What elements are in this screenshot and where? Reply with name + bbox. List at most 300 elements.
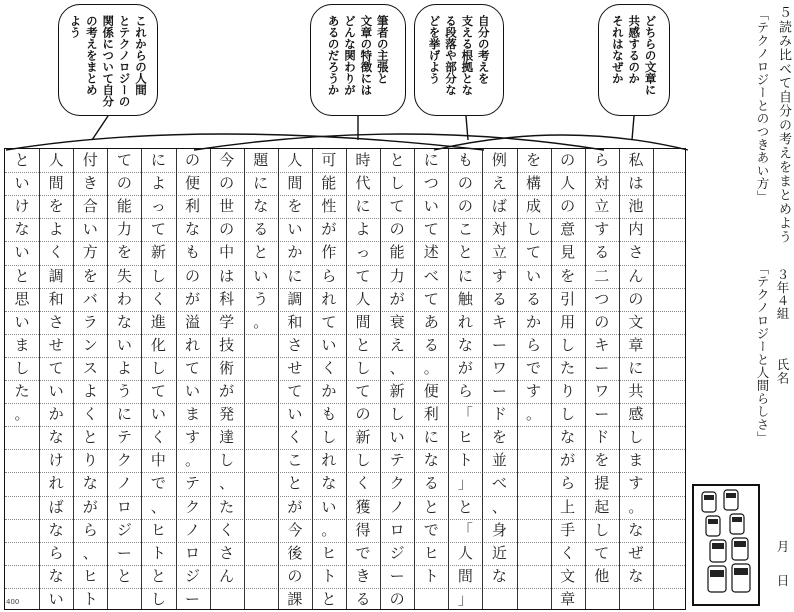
essay-char: て [594,543,610,562]
prompt-line: どんな関わりが [343,15,357,96]
prompt-line: とテクノロジーの [117,15,132,107]
essay-char: を [526,151,542,169]
essay-char: な [560,428,576,447]
essay-char: テ [185,474,201,493]
essay-char: 並 [491,451,507,470]
essay-char: 間 [457,566,473,585]
essay-char: 。 [628,497,644,516]
essay-char: し [526,220,542,239]
essay-char: 感 [628,405,644,424]
essay-char: 「 [457,520,473,539]
essay-char: る [526,289,542,308]
essay-char: い [185,382,201,400]
essay-char: 新 [150,243,166,262]
essay-char: 用 [560,312,576,331]
essay-char: い [287,405,303,424]
essay-char: 調 [287,289,303,308]
essay-char: れ [457,312,473,331]
essay-char: 人 [560,174,576,193]
grid-column-line [653,149,654,609]
essay-char: よ [116,358,132,377]
balloon-pointers [0,110,700,150]
essay-char: 意 [560,220,576,239]
essay-char: 文 [560,566,576,585]
essay-char: 引 [560,289,576,308]
essay-char: な [82,474,98,493]
essay-char: い [14,312,30,331]
essay-char: 力 [389,266,405,285]
essay-char: 合 [82,197,98,216]
essay-char: り [82,451,98,470]
traffic-jam-illustration [692,484,760,606]
essay-char: の [628,289,644,308]
essay-theme-2: 「テクノロジーと人間らしさ」 [755,262,770,444]
essay-char: ラ [82,312,98,331]
essay-char: さ [287,335,303,354]
grid-column-line [141,149,142,609]
essay-char: 利 [185,197,201,216]
essay-char: を [82,266,98,285]
essay-char: し [219,451,235,470]
name-label: 氏名 [775,358,790,385]
essay-char: と [253,243,269,262]
essay-char: 章 [628,335,644,354]
essay-char: し [389,174,405,193]
essay-char: 作 [321,243,337,262]
essay-char: ワ [491,358,507,377]
essay-char: い [116,335,132,354]
essay-char: て [116,151,132,169]
grid-column-line [210,149,211,609]
essay-char: と [457,243,473,262]
essay-char: く [82,405,98,424]
essay-char: バ [82,289,98,308]
essay-char: の [594,312,610,331]
essay-char: な [253,197,269,216]
essay-char: き [355,566,371,585]
essay-char: し [355,358,371,377]
essay-char: ロ [389,520,405,539]
essay-char: 力 [116,220,132,239]
essay-char: と [287,474,303,493]
essay-char: っ [355,243,371,262]
essay-char: 。 [14,405,30,424]
essay-char: の [116,174,132,193]
essay-char: 衰 [389,312,405,331]
essay-char: ま [185,405,201,424]
essay-char: も [457,151,473,169]
essay-char: 」 [457,589,473,608]
essay-char: 今 [287,520,303,539]
essay-char: 池 [628,197,644,216]
essay-char: つ [594,289,610,308]
prompt-line: る段落や部分な [444,15,458,96]
essay-char: な [48,520,64,539]
essay-char: と [14,266,30,285]
essay-char: い [14,174,30,193]
essay-char: な [185,220,201,239]
essay-char: さ [219,543,235,562]
essay-char: べ [491,474,507,493]
essay-char: の [185,266,201,285]
essay-char: と [116,566,132,585]
essay-char: る [253,220,269,239]
essay-char: り [560,382,576,400]
essay-char: 今 [219,151,235,169]
essay-char: け [14,197,30,216]
prompt-line: どちらの文章に [643,15,658,96]
prompt-balloon-2 [414,4,504,116]
essay-char: に [355,197,371,216]
essay-char: し [560,335,576,354]
essay-char: て [526,243,542,262]
essay-char: 触 [457,289,473,308]
essay-char: し [628,428,644,447]
essay-char: ら [560,474,576,493]
essay-char: も [185,243,201,262]
essay-char: な [321,474,337,493]
essay-char: が [457,358,473,377]
essay-char: か [287,243,303,262]
grid-column-line [107,149,108,609]
essay-char: 世 [219,197,235,216]
essay-char: 。 [321,520,337,539]
essay-char: ノ [185,520,201,539]
essay-char: と [150,566,166,585]
essay-char: っ [150,197,166,216]
essay-char: ば [48,497,64,516]
essay-char: く [219,520,235,539]
essay-char: ド [594,428,610,447]
essay-char: の [560,197,576,216]
prompt-balloon-4 [58,4,158,116]
grid-column-line [73,149,74,609]
class-label: ３年４組 [775,268,790,320]
essay-char: さ [628,243,644,262]
essay-char: い [321,497,337,516]
prompt-line: 支える根拠とな [460,15,475,96]
essay-char: 人 [48,151,64,169]
essay-char: で [423,520,439,539]
essay-char: 立 [594,197,610,216]
essay-char: ロ [116,497,132,516]
essay-char: 可 [321,151,337,169]
essay-char: い [423,197,439,216]
essay-char: さ [48,312,64,331]
grid-column-line [278,149,279,609]
essay-char: 後 [287,543,303,562]
essay-char: に [423,428,439,447]
essay-char: の [457,174,473,193]
essay-char: れ [321,451,337,470]
essay-char: の [287,566,303,585]
essay-char: う [116,382,132,400]
essay-char: の [389,589,405,608]
grid-column-line [346,149,347,609]
essay-char: 文 [628,312,644,331]
essay-char: ク [185,497,201,516]
essay-char: を [560,266,576,285]
essay-char: ー [389,566,405,585]
essay-char: ん [219,566,235,585]
essay-char: く [321,358,337,377]
essay-char: 思 [14,289,30,308]
essay-char: く [48,243,64,262]
prompt-line: これからの人間 [133,15,148,96]
essay-char: か [48,405,64,424]
essay-char: な [491,566,507,585]
grid-column-line [619,149,620,609]
essay-char: い [82,220,98,239]
essay-char: し [321,428,337,447]
essay-char: い [287,220,303,239]
prompt-line: 文章の特徴には [359,15,374,96]
essay-char: ま [628,451,644,470]
essay-char: を [594,451,610,470]
essay-char: 中 [219,243,235,262]
essay-char: は [628,174,644,193]
essay-char: し [150,589,166,608]
essay-char: 学 [219,312,235,331]
essay-char: 他 [594,566,610,585]
grid-column-line [414,149,415,609]
essay-char: が [321,220,337,239]
essay-char: せ [287,358,303,377]
essay-char: べ [423,266,439,285]
essay-char: ス [82,358,98,377]
essay-char: し [560,405,576,424]
essay-char: ヒ [82,566,98,585]
essay-char: る [594,243,610,262]
essay-char: 時 [355,151,371,169]
essay-char: る [423,335,439,354]
essay-char: を [48,197,64,216]
essay-char: 。 [185,451,201,470]
essay-char: ま [14,335,30,354]
essay-char: ー [594,358,610,377]
essay-char: 和 [287,312,303,331]
essay-char: ら [594,151,610,169]
essay-char: 成 [526,197,542,216]
essay-char: ヒ [150,520,166,539]
page-number: 400 [6,598,20,606]
grid-column-line [517,149,518,609]
essay-char: し [14,358,30,377]
essay-char: 、 [150,497,166,516]
essay-char: 二 [594,266,610,285]
grid-column-line [551,149,552,609]
essay-char: く [150,289,166,308]
essay-char: が [219,382,235,400]
essay-char: な [116,312,132,331]
essay-char: 便 [423,382,439,400]
essay-char: 「 [457,405,473,424]
essay-char: の [457,197,473,216]
essay-char: 人 [287,151,303,169]
essay-char: 進 [150,312,166,331]
essay-char: が [287,497,303,516]
essay-char: ー [491,335,507,354]
car-icon [694,486,758,604]
essay-char: ト [321,566,337,585]
essay-char: 調 [48,266,64,285]
essay-char: く [150,428,166,447]
essay-char: て [185,358,201,377]
essay-char: 付 [82,151,98,169]
essay-char: 間 [287,174,303,193]
essay-char: い [526,266,542,285]
essay-char: が [82,497,98,516]
prompt-line: よう [68,15,83,38]
essay-char: い [150,405,166,424]
essay-char: 私 [628,151,644,169]
essay-char: の [185,151,201,169]
essay-char: る [491,289,507,308]
essay-char: よ [355,220,371,239]
essay-char: れ [48,474,64,493]
essay-char: 新 [389,382,405,400]
essay-char: キ [491,312,507,331]
essay-char: い [48,589,64,608]
essay-char: あ [423,312,439,331]
essay-char: て [150,382,166,400]
essay-char: 起 [594,497,610,516]
essay-char: て [423,289,439,308]
essay-char: ヒ [457,428,473,447]
essay-char: ジ [185,566,201,585]
essay-char: ば [491,197,507,216]
essay-char: 中 [150,451,166,470]
prompt-line: 関係について自分 [101,15,116,107]
essay-char: け [48,451,64,470]
essay-char: て [321,312,337,331]
essay-char: ヒ [423,543,439,562]
essay-char: れ [321,289,337,308]
essay-char: い [389,428,405,447]
essay-char: 章 [560,589,576,608]
essay-char: 術 [219,358,235,377]
essay-char: き [82,174,98,193]
essay-char: 能 [116,197,132,216]
essay-char: 課 [287,589,303,608]
prompt-line: 自分の考えを [476,15,491,84]
essay-char: が [185,289,201,308]
essay-char: 、 [82,543,98,562]
essay-char: よ [82,382,98,400]
essay-char: ら [48,543,64,562]
essay-char: 利 [423,405,439,424]
essay-char: と [457,497,473,516]
grid-column-line [482,149,483,609]
essay-char: の [219,220,235,239]
grid-column-line [244,149,245,609]
essay-char: ク [389,474,405,493]
essay-char: 身 [491,520,507,539]
prompt-line: あるのだろうか [326,15,341,96]
essay-char: る [355,589,371,608]
essay-char: な [628,520,644,539]
essay-char: 対 [594,174,610,193]
prompt-balloon-3 [310,4,406,116]
grid-column-line [39,149,40,609]
essay-char: に [628,358,644,377]
essay-char: 。 [526,405,542,424]
essay-char: テ [389,451,405,470]
essay-char: 立 [491,243,507,262]
essay-char: し [150,358,166,377]
essay-char: ー [491,382,507,400]
essay-char: と [82,428,98,447]
essay-theme-1: 「テクノロジーとのつきあい方」 [755,8,770,203]
essay-char: て [287,382,303,400]
prompt-line: どを挙げよう [427,15,442,84]
essay-char: 、 [491,497,507,516]
essay-char: ド [491,405,507,424]
essay-char: し [389,405,405,424]
prompt-line: の考えをまとめ [84,15,99,96]
essay-char: ー [185,589,201,608]
essay-char: 人 [457,543,473,562]
essay-char: と [423,497,439,516]
prompt-line: それはなぜか [610,15,625,84]
grid-column-line [312,149,313,609]
essay-char: 手 [560,520,576,539]
essay-char: て [150,220,166,239]
essay-char: ノ [116,474,132,493]
essay-char: ト [82,589,98,608]
essay-char: 得 [355,520,371,539]
essay-char: ー [116,543,132,562]
essay-char: 近 [491,543,507,562]
essay-char: と [355,335,371,354]
essay-char: ノ [389,497,405,516]
essay-char: キ [594,335,610,354]
essay-char: 見 [560,243,576,262]
essay-char: 間 [48,174,64,193]
essay-char: な [457,335,473,354]
essay-char: す [491,266,507,285]
essay-char: し [150,266,166,285]
grid-column-line [448,149,449,609]
essay-char: よ [48,220,64,239]
essay-char: い [14,243,30,262]
essay-char: 技 [219,335,235,354]
essay-char: 方 [82,243,98,262]
essay-char: 内 [628,220,644,239]
essay-char: し [594,520,610,539]
essay-char: ぜ [628,543,644,562]
essay-char: ヒ [321,543,337,562]
essay-char: 共 [628,382,644,400]
essay-char: 例 [491,151,507,169]
essay-char: え [389,335,405,354]
essay-char: な [628,566,644,585]
essay-char: 」 [457,474,473,493]
essay-char: 失 [116,266,132,285]
essay-char: で [355,543,371,562]
essay-char: の [560,151,576,169]
essay-char: 構 [526,174,542,193]
essay-char: 便 [185,174,201,193]
essay-char: て [389,197,405,216]
essay-char: す [185,428,201,447]
essay-char: 科 [219,289,235,308]
essay-char: に [253,174,269,193]
essay-char: 新 [355,428,371,447]
prompt-line: 共感するのか [627,15,642,84]
essay-char: ら [457,382,473,400]
essay-char: 人 [355,289,371,308]
